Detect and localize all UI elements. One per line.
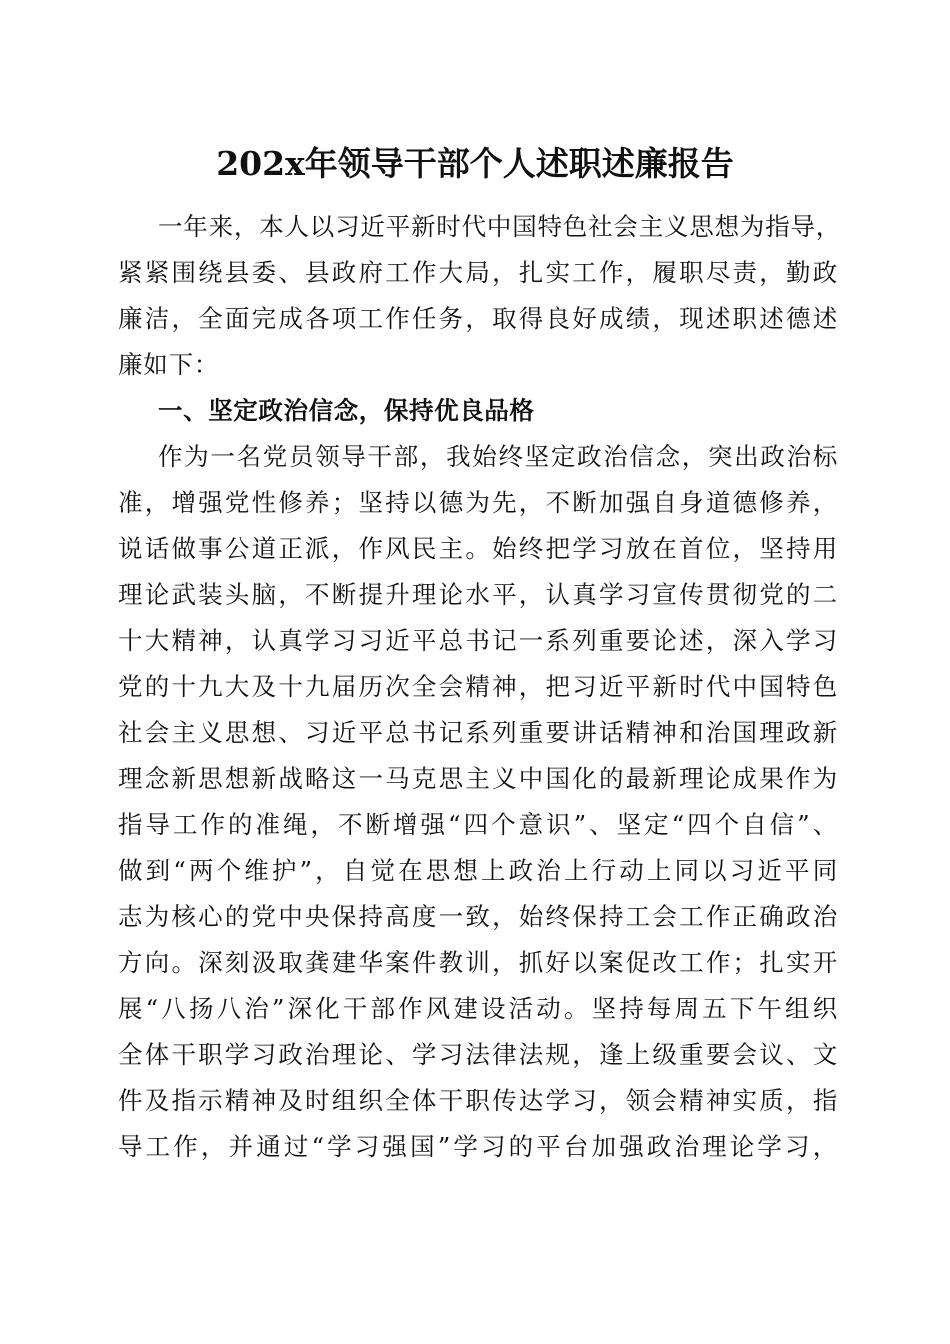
paragraph-line: 准，增强党性修养；坚持以德为先，不断加强自身道德修养， (118, 488, 838, 517)
section-heading: 一、坚定政治信念，保持优良品格 (158, 396, 535, 425)
paragraph-line: 件及指示精神及时组织全体干职传达学习，领会精神实质，指 (118, 1086, 838, 1115)
paragraph-line: 指导工作的准绳，不断增强“四个意识”、坚定“四个自信”、 (118, 810, 838, 839)
paragraph-line: 展“八扬八治”深化干部作风建设活动。坚持每周五下午组织 (118, 994, 838, 1023)
paragraph-line: 导工作，并通过“学习强国”学习的平台加强政治理论学习， (118, 1132, 838, 1161)
paragraph-line: 说话做事公道正派，作风民主。始终把学习放在首位，坚持用 (118, 534, 838, 563)
paragraph-line: 一年来，本人以习近平新时代中国特色社会主义思想为指导， (158, 212, 842, 241)
document-title: 202x年领导干部个人述职述廉报告 (216, 144, 734, 183)
paragraph-line: 全体干职学习政治理论、学习法律法规，逢上级重要会议、文 (118, 1040, 838, 1069)
paragraph-line: 作为一名党员领导干部，我始终坚定政治信念，突出政治标 (158, 442, 838, 471)
paragraph-line: 十大精神，认真学习习近平总书记一系列重要论述，深入学习 (118, 626, 838, 655)
paragraph-line: 紧紧围绕县委、县政府工作大局，扎实工作，履职尽责，勤政 (118, 258, 838, 287)
paragraph-line: 廉如下： (118, 350, 220, 379)
paragraph-line: 方向。深刻汲取龚建华案件教训，抓好以案促改工作；扎实开 (118, 948, 838, 977)
document-body (118, 204, 842, 1170)
paragraph-line: 社会主义思想、习近平总书记系列重要讲话精神和治国理政新 (118, 718, 838, 747)
paragraph-line: 做到“两个维护”，自觉在思想上政治上行动上同以习近平同 (118, 856, 838, 885)
paragraph-line: 理念新思想新战略这一马克思主义中国化的最新理论成果作为 (118, 764, 838, 793)
paragraph-line: 志为核心的党中央保持高度一致，始终保持工会工作正确政治 (118, 902, 838, 931)
paragraph-line: 党的十九大及十九届历次全会精神，把习近平新时代中国特色 (118, 672, 838, 701)
paragraph-line: 廉洁，全面完成各项工作任务，取得良好成绩，现述职述德述 (118, 304, 838, 333)
paragraph-line: 理论武装头脑，不断提升理论水平，认真学习宣传贯彻党的二 (118, 580, 838, 609)
